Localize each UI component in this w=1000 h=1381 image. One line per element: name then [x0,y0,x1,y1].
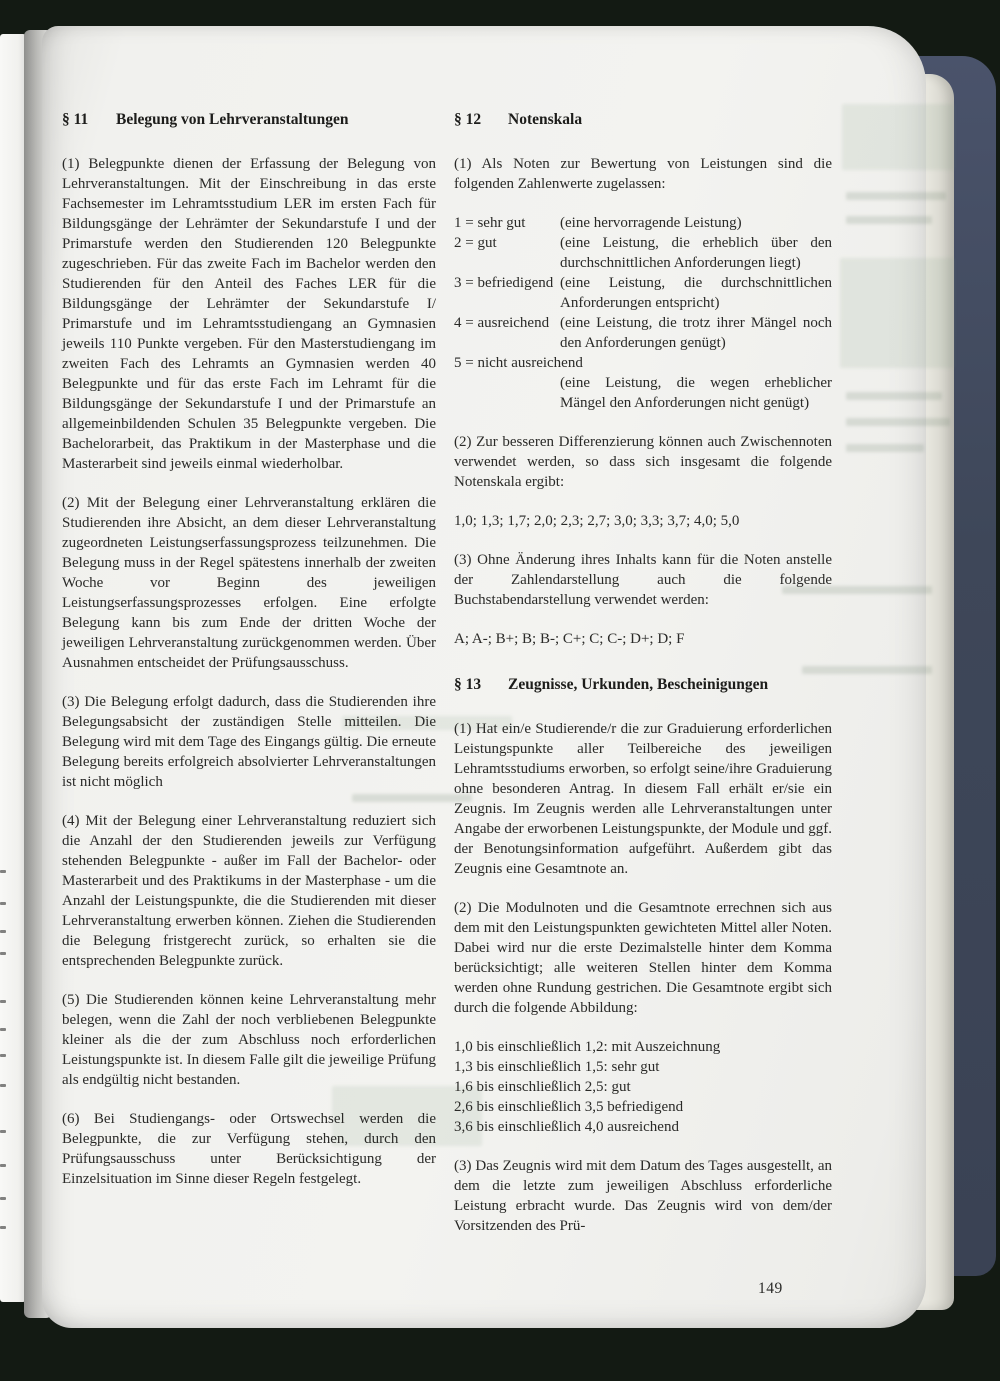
grade-label: 2 = gut [454,235,497,251]
facing-page-text-edge [0,1197,6,1200]
grade-label: 5 = nicht ausreichend [454,355,583,371]
paragraph-12-3: (3) Ohne Änderung ihres Inhalts kann für die Noten anstelle der Zahlendarstellung auch die folgende Buchstabendarstellung verwendet werden: [454,552,832,608]
bleedthrough-mark [846,418,950,426]
facing-page-text-edge [0,1084,6,1087]
grade-description: (eine Leistung, die durchschnittlichen Anforderungen entspricht) [560,275,832,311]
bleedthrough-mark [846,216,932,224]
section-number: § 12 [454,111,482,128]
facing-page-text-edge [0,870,6,873]
grade-description: (eine Leistung, die erheblich über den durchschnittlichen Anforderungen liegt) [560,235,832,271]
letter-grade-scale: A; A-; B+; B; B-; C+; C; C-; D+; D; F [454,631,685,647]
bleedthrough-mark [842,104,954,170]
section-number: § 13 [454,676,482,693]
grade-mapping-line: 2,6 bis einschließlich 3,5 befriedigend [454,1099,684,1115]
facing-page-text-edge [0,1054,6,1057]
facing-page-text-edge [0,930,6,933]
section-title: Belegung von Lehrveranstaltungen [116,111,349,128]
paragraph-13-3: (3) Das Zeugnis wird mit dem Datum des Tages ausgestellt, an dem die letzte zum jeweiligen Abschluss erforderliche Leistung erbracht wurde. Das Zeugnis wird von dem/der Vorsitzenden des Prü- [454,1158,832,1234]
section-number: § 11 [62,111,89,128]
grade-mapping-line: 1,3 bis einschließlich 1,5: sehr gut [454,1059,660,1075]
paragraph-11-5: (5) Die Studierenden können keine Lehrveranstaltung mehr belegen, wenn die Zahl der noch verbliebenen Belegpunkte kleiner als die der zum Abschluss noch erforderlichen Leistungspunkte ist. In diesem Falle gilt die jeweilige Prüfung als endgültig nicht bestanden. [62,992,436,1088]
paragraph-11-4: (4) Mit der Belegung einer Lehrveranstaltung reduziert sich die Anzahl der den Studierenden jeweils zur Verfügung stehenden Belegpunkte - außer im Fall der Bachelor- oder Masterarbeit und des Praktikums in der Masterphase - um die Anzahl der Leistungspunkte, die die Studierenden mit dieser Lehrveranstaltung erwerben können. Ziehen die Studierenden die Belegung fristgerecht zurück, so erhalten sie die entsprechenden Belegpunkte zurück. [62,813,436,969]
grade-item [454,353,832,413]
paragraph-11-2: (2) Mit der Belegung einer Lehrveranstaltung erklären die Studierenden ihre Absicht, an dem dieser Lehrveranstaltung zugeordneten Leistungserfassungsprozess teilzunehmen. Die Belegung muss in der Regel spätestens innerhalb der zweiten Woche vor Beginn des jeweiligen Leistungserfassungsprozesses erfolgen. Eine erfolgte Belegung kann bis zum Ende der dritten Woche der jeweiligen Lehrveranstaltung zurückgenommen werden. Über Ausnahmen entscheidet der Prüfungsausschuss. [62,495,436,671]
section-heading-11 [62,110,436,130]
grade-label: 1 = sehr gut [454,215,526,231]
paragraph-13-1: (1) Hat ein/e Studierende/r die zur Graduierung erforderlichen Leistungspunkte aller Teilbereiche des jeweiligen Lehramtsstudiums erworben, so erfolgt seine/ihre Graduierung ohne besonderen Antrag. In diesem Fall erhält er/sie ein Zeugnis. Im Zeugnis werden alle Lehrveranstaltungen unter Angabe der erworbenen Leistungspunkte, der Module und ggf. der Benotungsinformation aufgeführt. Außerdem gibt das Zeugnis eine Gesamtnote an. [454,721,832,877]
grade-mapping-line: 1,6 bis einschließlich 2,5: gut [454,1079,631,1095]
grade-item [454,233,832,273]
bleedthrough-mark [840,258,954,368]
grade-item [454,273,832,313]
grade-mapping-line: 1,0 bis einschließlich 1,2: mit Auszeichnung [454,1039,721,1055]
facing-page-text-edge [0,1000,6,1003]
grade-item [454,313,832,353]
grade-scale-list [454,213,832,413]
grade-description: (eine Leistung, die trotz ihrer Mängel noch den Anforderungen genügt) [560,315,832,351]
grade-item [454,213,832,233]
bleedthrough-mark [846,192,946,200]
bleedthrough-mark [846,444,924,452]
paragraph-13-2: (2) Die Modulnoten und die Gesamtnote errechnen sich aus dem mit den Leistungspunkten gewichteten Mittel aller Noten. Dabei wird nur die erste Dezimalstelle hinter dem Komma berücksichtigt; alle weiteren Stellen hinter dem Komma werden ohne Rundung gestrichen. Die Gesamtnote ergibt sich durch die folgende Abbildung: [454,900,832,1016]
right-text-column [454,110,832,1255]
grade-mapping-list [454,1037,832,1137]
section-title: Notenskala [508,111,583,128]
facing-page-edge [0,34,26,1302]
grade-label: 3 = befriedigend [454,275,554,291]
bleedthrough-mark [846,392,942,400]
section-title: Zeugnisse, Urkunden, Bescheinigungen [508,676,769,693]
section-heading-13 [454,675,832,695]
numeric-grade-scale: 1,0; 1,3; 1,7; 2,0; 2,3; 2,7; 3,0; 3,3; 3,7; 4,0; 5,0 [454,513,740,529]
paragraph-11-3: (3) Die Belegung erfolgt dadurch, dass die Studierenden ihre Belegungsabsicht der zuständigen Stelle mitteilen. Die Belegung wird mit dem Tage des Eingangs gültig. Die erneute Belegung bereits erfolgreich absolvierter Lehrveranstaltungen ist nicht möglich [62,694,436,790]
facing-page-text-edge [0,1226,6,1229]
facing-page-text-edge [0,902,6,905]
paragraph-12-2: (2) Zur besseren Differenzierung können auch Zwischennoten verwendet werden, so dass sich insgesamt die folgende Notenskala ergibt: [454,434,832,490]
facing-page-text-edge [0,952,6,955]
document-page [42,26,926,1328]
paragraph-11-6: (6) Bei Studiengangs- oder Ortswechsel werden die Belegpunkte, die zur Verfügung stehen, durch den Prüfungsausschuss unter Berücksichtigung der Einzelsituation im Sinne dieser Regeln festgelegt. [62,1111,436,1187]
grade-description: (eine hervorragende Leistung) [560,215,742,231]
facing-page-text-edge [0,1130,6,1133]
page-number: 149 [758,1280,783,1297]
grade-description: (eine Leistung, die wegen erheblicher Mängel den Anforderungen nicht genügt) [560,375,832,411]
grade-label: 4 = ausreichend [454,315,550,331]
facing-page-text-edge [0,1028,6,1031]
paragraph-11-1: (1) Belegpunkte dienen der Erfassung der Belegung von Lehrveranstaltungen. Mit der Einschreibung in das erste Fachsemester im Lehramtsstudium LER im ersten Fach für Bildungsgänge der Lehrämter der Sekundarstufe I und der Primarstufe werden den Studierenden 120 Belegpunkte zugeschrieben. Für das zweite Fach im Bachelor werden den Studierenden für den Anteil des Faches LER für die Bildungsgänge der Lehrämter der Sekundarstufe I/ Primarstufe und im Lehramtsstudiengang an Gymnasien jeweils 110 Punkte vergeben. Für den Masterstudiengang im zweiten Fach des Lehramts an Gymnasien werden 40 Belegpunkte und für das erste Fach im Lehramt für die Bildungsgänge der Sekundarstufe I und der Primarstufe an allgemeinbildenden Schulen 35 Belegpunkte vergeben. Die Bachelorarbeit, das Praktikum in der Masterphase und die Masterarbeit sind jeweils einmal wiederholbar. [62,156,436,472]
left-text-column [62,110,436,1208]
grade-mapping-line: 3,6 bis einschließlich 4,0 ausreichend [454,1119,679,1135]
facing-page-text-edge [0,1164,6,1167]
paragraph-12-1: (1) Als Noten zur Bewertung von Leistungen sind die folgenden Zahlenwerte zugelassen: [454,156,832,192]
section-heading-12 [454,110,832,130]
